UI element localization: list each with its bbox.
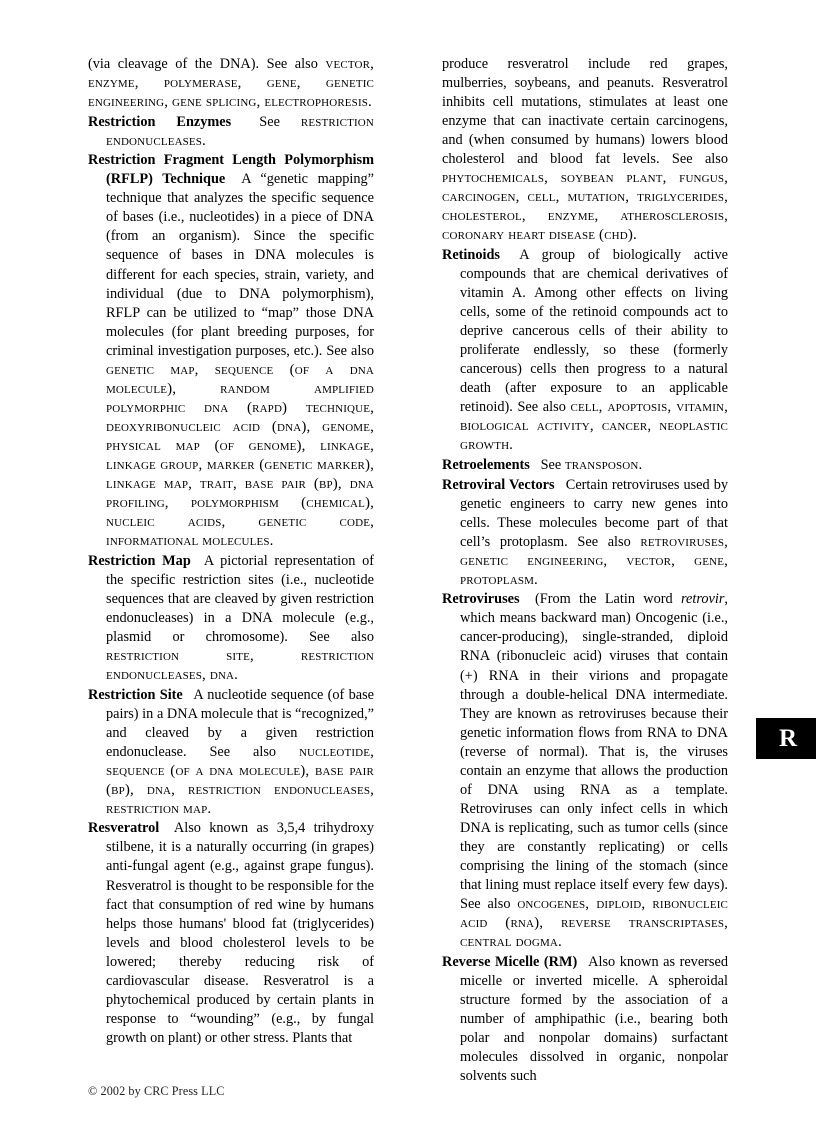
entry-headword: Reverse Micelle (RM)	[442, 953, 578, 970]
dictionary-entry	[442, 590, 728, 952]
cross-reference-smallcaps: genetic map, sequence (of a dna molecule), random amplified polymorphic dna (rapd) technique, deoxyribonucleic acid (dna), genome, physical map (of genome), linkage, linkage group, marker (genetic marker), linkage map, trait, base pair (bp), dna profiling, polymorphism (chemical), nucleic acids, genetic code, informational molecules.	[106, 361, 374, 550]
entry-continuation	[88, 55, 374, 112]
entry-headword: Resveratrol	[88, 820, 160, 837]
entry-definition-text: produce resveratrol include red grapes, mulberries, soybeans, and peanuts. Resveratrol inhibits cell mutations, stimulates at least one enzyme that can inactivate certain carcinogens, and (when consumed by humans) lowers blood cholesterol and blood fat levels. See also	[442, 56, 728, 168]
entry-definition-text: See	[259, 113, 301, 130]
entry-definition-text: A group of biologically active compounds that are chemical derivatives of vitamin A. Among other effects on living cells, some of the retinoid compounds act to deprive cancerous cells of their ability to proliferate endlessly, so these (formerly cancerous) cells then progress to a natural death (after exposure to an applicable retinoid). See also	[460, 246, 728, 416]
cross-reference-smallcaps: nucleotide, sequence (of a dna molecule), base pair (bp), dna, restriction endonucleases, restriction map.	[106, 743, 374, 817]
left-column	[88, 55, 374, 1048]
entry-headword: Retroviruses	[442, 591, 520, 608]
entry-headword: Restriction Enzymes	[88, 113, 232, 130]
dictionary-entry	[88, 552, 374, 685]
entry-headword: Restriction Site	[88, 686, 183, 703]
entry-headword: Restriction Fragment Length Polymorphism (RFLP) Technique	[88, 152, 374, 188]
italic-term: retrovir	[681, 591, 725, 608]
cross-reference-smallcaps: oncogenes, diploid, ribonucleic acid (rna), reverse transcriptases, central dogma.	[460, 896, 728, 951]
dictionary-entry	[88, 113, 374, 151]
dictionary-entry	[442, 246, 728, 456]
dictionary-entry	[442, 953, 728, 1086]
entry-headword: Retroelements	[442, 456, 530, 473]
entry-continuation	[442, 55, 728, 245]
cross-reference-smallcaps: transposon.	[564, 456, 643, 473]
entry-definition-text: , which means backward man) Oncogenic (i.e., cancer-producing), single-stranded, diploid RNA (ribonucleic acid) viruses that contain (+) RNA in their virions and propagate through a double-helical DNA intermediate. They are known as retroviruses because their genetic information flows from RNA to DNA (reverse of normal). That is, the viruses contain an enzyme that allows the production of DNA using RNA as a template. Retroviruses can only infect cells in which DNA is replicating, such as tumor cells (since they are constantly replicating) or cells comprising the lining of the stomach (since that lining must replace itself every few days). See also	[460, 591, 728, 913]
page-footer-copyright: © 2002 by CRC Press LLC	[88, 1084, 225, 1098]
dictionary-entry	[88, 819, 374, 1048]
entry-headword: Retroviral Vectors	[442, 476, 555, 493]
cross-reference-smallcaps: restriction endonucleases.	[106, 113, 374, 149]
cross-reference-smallcaps: vector, enzyme, polymerase, gene, genetic engineering, gene splicing, electrophoresis.	[88, 56, 374, 111]
entry-headword: Retinoids	[442, 246, 500, 263]
dictionary-entry	[442, 476, 728, 590]
entry-definition-text: A pictorial representation of the specific restriction sites (i.e., nucleotide sequences that are cleaved by given restriction endonucleases) in a DNA molecule (e.g., plasmid or chromosome). See also	[106, 552, 374, 645]
entry-definition-text: A nucleotide sequence (of base pairs) in a DNA molecule that is “recognized,” and cleaved by a given restriction endonuclease. See also	[106, 686, 374, 760]
two-column-text-body	[88, 55, 729, 1084]
dictionary-entry	[88, 686, 374, 819]
entry-definition-text: (From the Latin word	[535, 591, 681, 608]
thumb-index-tab-r: R	[756, 718, 816, 759]
right-column	[442, 55, 728, 1087]
entry-definition-text: Also known as 3,5,4 trihydroxy stilbene, it is a naturally occurring (in grapes) anti-fungal agent (e.g., against grape fungus). Resveratrol is thought to be responsible for the fact that consumption of red wine by humans helps those humans' blood fat (triglycerides) levels and blood cholesterol levels to be lowered; thereby reducing risk of cardiovascular disease. Resveratrol is a phytochemical produced by certain plants in response to “wounding” (e.g., by fungal growth on plant) or other stress. Plants that	[106, 820, 375, 1046]
entry-definition-text: A “genetic mapping” technique that analyzes the specific sequence of bases (i.e., nucleotides) in a piece of DNA (from an organism). Since the specific sequence of bases in DNA molecules is different for each species, strain, variety, and individual (due to DNA polymorphism), RFLP can be utilized to “map” those DNA molecules (for plant breeding purposes, for criminal investigation purposes, etc.). See also	[106, 171, 375, 359]
entry-definition-text: See	[540, 456, 565, 473]
cross-reference-smallcaps: phytochemicals, soybean plant, fungus, carcinogen, cell, mutation, triglycerides, cholesterol, enzyme, atherosclerosis, coronary heart disease (chd).	[442, 170, 728, 244]
cross-reference-smallcaps: cell, apoptosis, vitamin, biological activity, cancer, neoplastic growth.	[460, 399, 729, 454]
dictionary-entry	[88, 151, 374, 551]
dictionary-entry	[442, 456, 728, 475]
cross-reference-smallcaps: restriction site, restriction endonucleases, dna.	[106, 647, 374, 683]
entry-definition-text: Also known as reversed micelle or inverted micelle. A spheroidal structure formed by the association of a number of amphipathic (i.e., bearing both polar and nonpolar domains) surfactant molecules dissolved in organic, nonpolar solvents such	[460, 953, 728, 1084]
cross-reference-smallcaps: retroviruses, genetic engineering, vector, gene, protoplasm.	[460, 533, 728, 588]
entry-headword: Restriction Map	[88, 552, 191, 569]
entry-definition-text: Certain retroviruses used by genetic engineers to carry new genes into cells. These molecules become part of that cell’s protoplasm. See also	[460, 476, 728, 550]
entry-definition-text: (via cleavage of the DNA). See also	[88, 56, 326, 72]
